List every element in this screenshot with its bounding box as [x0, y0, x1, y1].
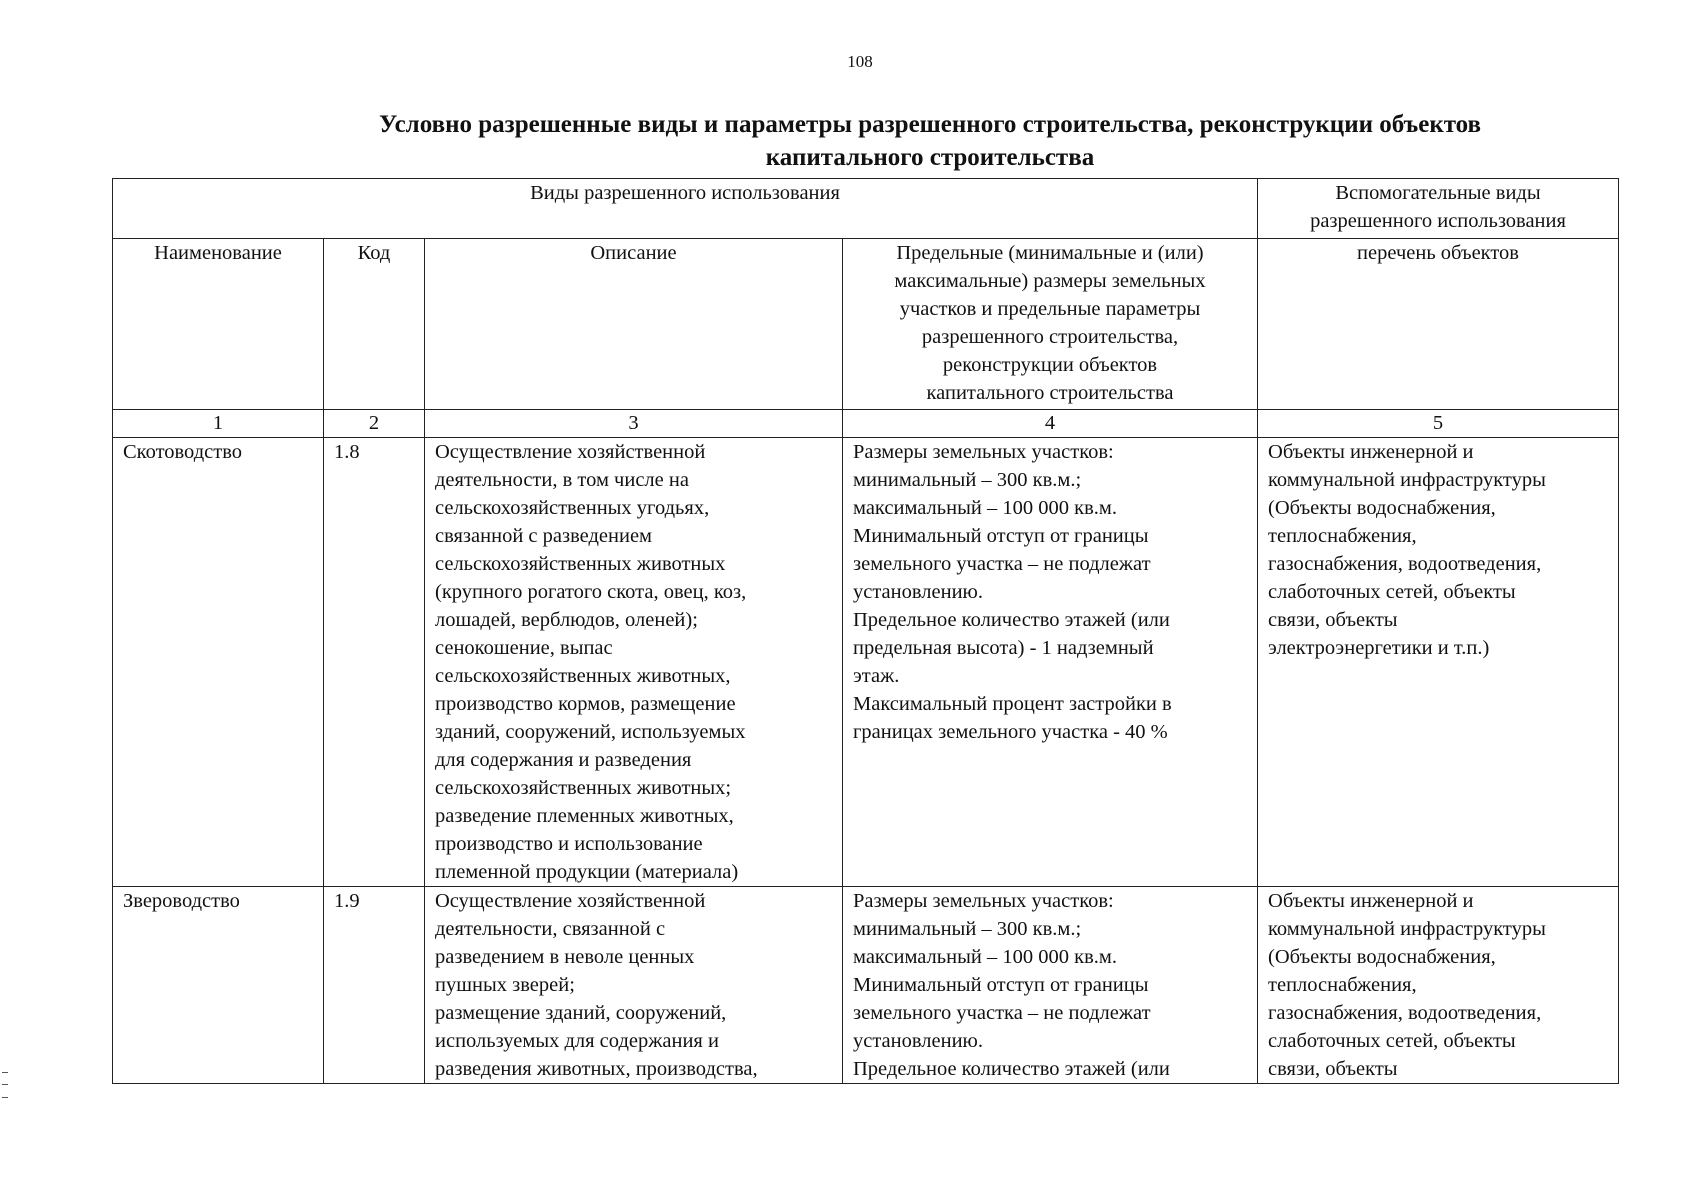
text-line: коммунальной инфраструктуры: [1268, 918, 1546, 940]
text-line: установлению.: [853, 581, 983, 603]
text-line: племенной продукции (материала): [435, 861, 739, 883]
text-line: максимальный – 100 000 кв.м.: [853, 946, 1117, 968]
text-line: разрешенного строительства,: [921, 326, 1179, 348]
text-line: Предельное количество этажей (или: [853, 1058, 1170, 1080]
column-number: 4: [843, 410, 1258, 438]
column-number-row: [113, 410, 1619, 438]
text-line: разведение племенных животных,: [435, 805, 734, 827]
text-line: Осуществление хозяйственной: [435, 890, 706, 912]
row-name: Звероводство: [113, 887, 324, 1084]
text-line: земельного участка – не подлежат: [853, 553, 1151, 575]
text-line: Минимальный отступ от границы: [853, 525, 1149, 547]
scan-edge-mark: [2, 1072, 8, 1098]
text-line: связи, объекты: [1268, 1058, 1398, 1080]
row-limits: [843, 887, 1258, 1084]
text-line: максимальный – 100 000 кв.м.: [853, 497, 1117, 519]
text-line: Объекты инженерной и: [1268, 441, 1474, 463]
column-header-row: [113, 239, 1619, 410]
column-number: 1: [113, 410, 324, 438]
header-objects: перечень объектов: [1258, 239, 1619, 410]
table-row: [113, 438, 1619, 887]
text-line: земельного участка – не подлежат: [853, 1002, 1151, 1024]
table-row: [113, 887, 1619, 1084]
aux-header-line-1: Вспомогательные виды: [1335, 182, 1541, 204]
page-number: 108: [847, 52, 873, 71]
text-line: слаботочных сетей, объекты: [1268, 1030, 1516, 1052]
text-line: сельскохозяйственных животных: [435, 553, 726, 575]
text-line: (Объекты водоснабжения,: [1268, 946, 1496, 968]
text-line: зданий, сооружений, используемых: [435, 721, 746, 743]
row-description: [425, 887, 843, 1084]
text-line: сельскохозяйственных угодьях,: [435, 497, 710, 519]
text-line: сельскохозяйственных животных;: [435, 777, 732, 799]
text-line: производство кормов, размещение: [435, 693, 736, 715]
text-line: деятельности, связанной с: [435, 918, 666, 940]
text-line: минимальный – 300 кв.м.;: [853, 469, 1082, 491]
text-line: сенокошение, выпас: [435, 637, 613, 659]
text-line: границах земельного участка - 40 %: [853, 721, 1168, 743]
text-line: пушных зверей;: [435, 974, 575, 996]
text-line: деятельности, в том числе на: [435, 469, 689, 491]
text-line: этаж.: [853, 665, 900, 687]
header-code: Код: [324, 239, 425, 410]
text-line: Осуществление хозяйственной: [435, 441, 706, 463]
text-line: максимальные) размеры земельных: [894, 270, 1206, 292]
header-limits: [843, 239, 1258, 410]
row-name: Скотоводство: [113, 438, 324, 887]
text-line: участков и предельные параметры: [899, 298, 1201, 320]
text-line: установлению.: [853, 1030, 983, 1052]
text-line: газоснабжения, водоотведения,: [1268, 1002, 1542, 1024]
text-line: (Объекты водоснабжения,: [1268, 497, 1496, 519]
row-code: 1.8: [324, 438, 425, 887]
title-line-2: капитального строительства: [765, 144, 1095, 171]
text-line: слаботочных сетей, объекты: [1268, 581, 1516, 603]
text-line: сельскохозяйственных животных,: [435, 665, 731, 687]
column-number: 2: [324, 410, 425, 438]
title-line-1: Условно разрешенные виды и параметры разрешенного строительства, реконструкции объектов: [378, 111, 1482, 138]
row-description: [425, 438, 843, 887]
text-line: минимальный – 300 кв.м.;: [853, 918, 1082, 940]
text-line: Размеры земельных участков:: [853, 890, 1114, 912]
row-code: 1.9: [324, 887, 425, 1084]
text-line: для содержания и разведения: [435, 749, 692, 771]
text-line: Размеры земельных участков:: [853, 441, 1114, 463]
text-line: теплоснабжения,: [1268, 525, 1417, 547]
text-line: капитального строительства: [926, 382, 1174, 404]
text-line: (крупного рогатого скота, овец, коз,: [435, 581, 747, 603]
text-line: Максимальный процент застройки в: [853, 693, 1172, 715]
text-line: Минимальный отступ от границы: [853, 974, 1149, 996]
row-objects: [1258, 887, 1619, 1084]
group-header-row: [113, 179, 1619, 239]
column-number: 3: [425, 410, 843, 438]
text-line: связанной с разведением: [435, 525, 653, 547]
text-line: Предельные (минимальные и (или): [896, 242, 1204, 264]
column-number: 5: [1258, 410, 1619, 438]
text-line: связи, объекты: [1268, 609, 1398, 631]
text-line: реконструкции объектов: [942, 354, 1158, 376]
text-line: разведением в неволе ценных: [435, 946, 695, 968]
row-objects: [1258, 438, 1619, 887]
text-line: коммунальной инфраструктуры: [1268, 469, 1546, 491]
text-line: теплоснабжения,: [1268, 974, 1417, 996]
aux-header: [1258, 179, 1619, 239]
text-line: лошадей, верблюдов, оленей);: [435, 609, 698, 631]
group-header: Виды разрешенного использования: [113, 179, 1258, 239]
text-line: размещение зданий, сооружений,: [435, 1002, 727, 1024]
text-line: электроэнергетики и т.п.): [1268, 637, 1490, 659]
zoning-table: [112, 178, 1619, 1084]
aux-header-line-2: разрешенного использования: [1310, 210, 1566, 232]
text-line: используемых для содержания и: [435, 1030, 719, 1052]
text-line: газоснабжения, водоотведения,: [1268, 553, 1542, 575]
header-name: Наименование: [113, 239, 324, 410]
text-line: предельная высота) - 1 надземный: [853, 637, 1154, 659]
row-limits: [843, 438, 1258, 887]
header-description: Описание: [425, 239, 843, 410]
text-line: Объекты инженерной и: [1268, 890, 1474, 912]
text-line: производство и использование: [435, 833, 703, 855]
text-line: разведения животных, производства,: [435, 1058, 758, 1080]
text-line: Предельное количество этажей (или: [853, 609, 1170, 631]
page-title: [200, 108, 1660, 174]
